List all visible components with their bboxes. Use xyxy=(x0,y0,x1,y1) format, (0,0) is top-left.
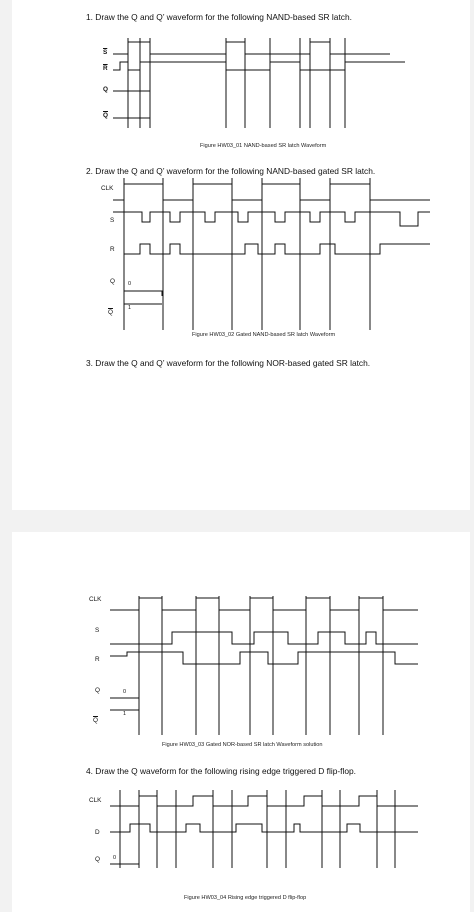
q4-q-initial: 0 xyxy=(113,855,117,861)
q2-q-bar-initial: 1 xyxy=(128,305,132,311)
q2-q-initial: 0 xyxy=(128,281,132,287)
question-4-text: 4. Draw the Q waveform for the following rising edge triggered D flip-flop. xyxy=(86,766,356,776)
q3-clk-label: CLK xyxy=(89,596,102,603)
q4-clk-waveform xyxy=(110,796,418,806)
q4-q-line xyxy=(110,864,139,866)
question-1-text: 1. Draw the Q and Q’ waveform for the following NAND-based SR latch. xyxy=(86,12,352,22)
q3-q-initial: 0 xyxy=(123,689,127,695)
q3-q-bar-label: $\overline{Q}$ xyxy=(93,717,98,724)
q2-r-label: R xyxy=(110,246,115,253)
question-2-text: 2. Draw the Q and Q’ waveform for the following NAND-based gated SR latch. xyxy=(86,166,376,176)
q2-q-bar-label: $\overline{Q}$ xyxy=(108,309,113,316)
q4-clk-label: CLK xyxy=(89,797,102,804)
q3-r-label: R xyxy=(95,656,100,663)
question-3-text: 3. Draw the Q and Q’ waveform for the following NOR-based gated SR latch. xyxy=(86,358,371,368)
q3-q-label: Q xyxy=(95,687,100,694)
q4-d-waveform xyxy=(110,824,418,832)
q4-figure-caption: Figure HW03_04 Rising edge triggered D flip-flop xyxy=(184,895,307,901)
q2-q-label: Q xyxy=(110,278,115,285)
q2-clk-label: CLK xyxy=(101,185,114,192)
q1-figure-caption: Figure HW03_01 NAND-based SR latch Waveform xyxy=(200,143,327,149)
q2-figure-caption: Figure HW03_02 Gated NAND-based SR latch Waveform xyxy=(192,332,336,338)
q2-s-label: S xyxy=(110,217,115,224)
q3-s-label: S xyxy=(95,627,100,634)
q1-signal-s-bar-label: $\overline{S}$ xyxy=(103,49,108,56)
q4-d-label: D xyxy=(95,829,100,836)
q3-q-bar-initial: 1 xyxy=(123,711,127,717)
q4-q-label: Q xyxy=(95,856,100,863)
q1-signal-q-label: Q xyxy=(103,86,108,93)
q1-signal-q-bar-label: $\overline{Q}$ xyxy=(103,112,108,119)
q3-figure-caption: Figure HW03_03 Gated NOR-based SR latch Waveform solution xyxy=(162,742,323,748)
q1-signal-r-bar-label: $\overline{R}$ xyxy=(103,65,108,72)
